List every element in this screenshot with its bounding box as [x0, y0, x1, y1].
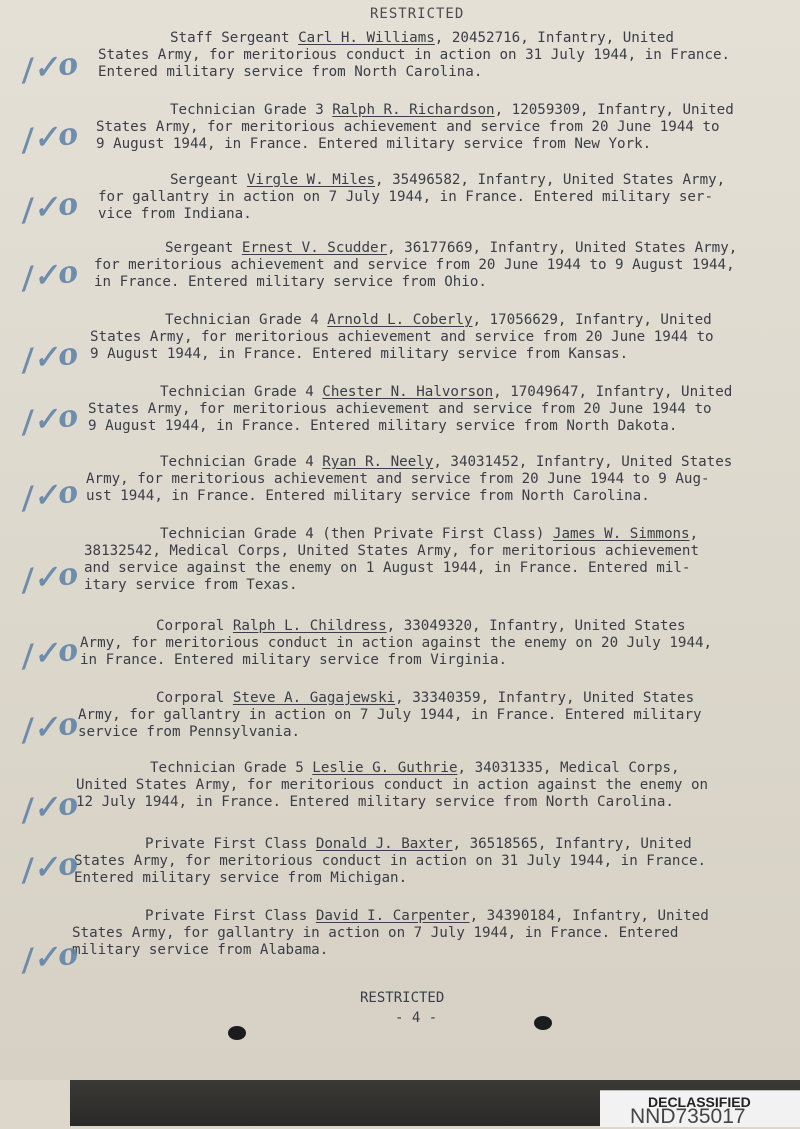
citation-line [90, 346, 628, 362]
citation-text: States Army, for meritorious achievement and service from 20 June 1944 to [96, 119, 720, 135]
citation-text: , 17049647, Infantry, United [493, 384, 733, 400]
citation-line [98, 189, 713, 205]
citation-text: ust 1944, in France. Entered military service from North Carolina. [86, 488, 650, 504]
check-mark-icon: /✓o [19, 556, 81, 599]
citation-text: and service against the enemy on 1 August 1944, in France. Entered mil- [84, 560, 691, 576]
citation-text: for gallantry in action on 7 July 1944, in France. Entered military ser- [98, 189, 713, 205]
citation-line [78, 707, 702, 723]
soldier-name: Carl H. Williams [298, 30, 435, 46]
check-mark-icon: /✓o [19, 116, 81, 159]
citation-line [165, 312, 712, 328]
citation-line [98, 64, 482, 80]
citation-text: , 34390184, Infantry, United [469, 908, 709, 924]
citation-text: , 35496582, Infantry, United States Army, [375, 172, 726, 188]
page-number: - 4 - [395, 1010, 438, 1026]
citation-text: States Army, for meritorious achievement and service from 20 June 1944 to [88, 401, 712, 417]
soldier-name: Leslie G. Guthrie [312, 760, 458, 776]
citation-text: Entered military service from Michigan. [74, 870, 408, 886]
citation-line [156, 690, 694, 706]
citation-text: Technician Grade 5 [150, 760, 313, 776]
soldier-name: David I. Carpenter [315, 908, 470, 924]
soldier-name: Ralph L. Childress [232, 618, 387, 634]
citation-line [72, 925, 678, 941]
citation-line [76, 794, 674, 810]
citation-line [145, 908, 709, 924]
punch-hole-right [534, 1016, 552, 1030]
citation-text: , 36518565, Infantry, United [452, 836, 692, 852]
citation-text: , [689, 526, 699, 542]
check-mark-icon: /✓o [19, 398, 81, 441]
citation-text: , 17056629, Infantry, United [472, 312, 712, 328]
citation-text: Army, for gallantry in action on 7 July 1944, in France. Entered military [78, 707, 702, 723]
citation-text: 9 August 1944, in France. Entered military service from Kansas. [90, 346, 629, 362]
citation-text: service from Pennsylvania. [78, 724, 301, 740]
citation-line [94, 257, 735, 273]
citation-text: Technician Grade 4 (then Private First Class) [160, 526, 553, 542]
citation-line [96, 119, 720, 135]
citation-text: States Army, for meritorious conduct in action on 31 July 1944, in France. [74, 853, 707, 869]
citation-text: for meritorious achievement and service from 20 June 1944 to 9 August 1944, [94, 257, 735, 273]
soldier-name: Virgle W. Miles [246, 172, 375, 188]
citation-text: 9 August 1944, in France. Entered military service from North Dakota. [88, 418, 678, 434]
citation-line [84, 577, 298, 593]
citation-line [98, 206, 252, 222]
citation-line [88, 401, 712, 417]
citation-line [96, 136, 651, 152]
citation-text: Sergeant [170, 172, 247, 188]
citation-text: , 20452716, Infantry, United [434, 30, 674, 46]
citation-line [86, 488, 650, 504]
citation-text: vice from Indiana. [98, 206, 252, 222]
citation-text: itary service from Texas. [84, 577, 298, 593]
citation-text: , 12059309, Infantry, United [494, 102, 734, 118]
citation-line [145, 836, 692, 852]
citation-text: States Army, for meritorious achievement and service from 20 June 1944 to [90, 329, 714, 345]
citation-text: , 34031335, Medical Corps, [457, 760, 680, 776]
citation-line [170, 172, 725, 188]
soldier-name: Arnold L. Coberly [327, 312, 473, 328]
citation-line [80, 652, 507, 668]
punch-hole-left [228, 1026, 246, 1040]
soldier-name: Chester N. Halvorson [322, 384, 494, 400]
citation-line [74, 853, 706, 869]
declassified-label: DECLASSIFIED [648, 1094, 751, 1110]
citation-text: 9 August 1944, in France. Entered military service from New York. [96, 136, 652, 152]
soldier-name: Donald J. Baxter [315, 836, 453, 852]
citation-line [98, 47, 730, 63]
citation-text: Technician Grade 4 [160, 454, 323, 470]
citation-line [72, 942, 328, 958]
check-mark-icon: /✓o [19, 186, 81, 229]
citation-line [94, 274, 487, 290]
citation-line [84, 543, 699, 559]
citation-text: Technician Grade 3 [170, 102, 333, 118]
citation-line [90, 329, 714, 345]
citation-line [76, 777, 708, 793]
citation-text: , 33340359, Infantry, United States [395, 690, 695, 706]
citation-text: , 33049320, Infantry, United States [386, 618, 686, 634]
citation-line [165, 240, 737, 256]
check-mark-icon: /✓o [19, 846, 81, 889]
citation-text: Entered military service from North Carolina. [98, 64, 483, 80]
citation-text: Corporal [156, 690, 233, 706]
citation-line [80, 635, 712, 651]
citation-line [84, 560, 690, 576]
soldier-name: Steve A. Gagajewski [232, 690, 396, 706]
citation-text: States Army, for meritorious conduct in action on 31 July 1944, in France. [98, 47, 731, 63]
citation-text: Private First Class [145, 836, 316, 852]
check-mark-icon: /✓o [19, 336, 81, 379]
declassified-stamp [600, 1090, 800, 1127]
citation-line [170, 30, 674, 46]
citation-text: Army, for meritorious achievement and service from 20 June 1944 to 9 Aug- [86, 471, 710, 487]
citation-line [86, 471, 710, 487]
citation-line [156, 618, 686, 634]
check-mark-icon: /✓o [19, 632, 81, 675]
citation-line [78, 724, 300, 740]
check-mark-icon: /✓o [19, 254, 81, 297]
check-mark-icon: /✓o [19, 46, 81, 89]
citation-text: , 36177669, Infantry, United States Army, [387, 240, 738, 256]
citation-text: military service from Alabama. [72, 942, 329, 958]
citation-text: Army, for meritorious conduct in action against the enemy on 20 July 1944, [80, 635, 713, 651]
citation-line [170, 102, 734, 118]
check-mark-icon: /✓o [19, 936, 81, 979]
citation-text: United States Army, for meritorious conduct in action against the enemy on [76, 777, 709, 793]
check-mark-icon: /✓o [19, 786, 81, 829]
citation-text: in France. Entered military service from Ohio. [94, 274, 487, 290]
citation-text: States Army, for gallantry in action on 7 July 1944, in France. Entered [72, 925, 679, 941]
citation-text: 38132542, Medical Corps, United States Army, for meritorious achievement [84, 543, 699, 559]
declassified-authority: NND735017 [630, 1105, 746, 1128]
citation-line [74, 870, 407, 886]
check-mark-icon: /✓o [19, 706, 81, 749]
soldier-name: Ralph R. Richardson [332, 102, 495, 118]
citation-text: 12 July 1944, in France. Entered military service from North Carolina. [76, 794, 674, 810]
soldier-name: Ernest V. Scudder [241, 240, 388, 256]
check-mark-icon: /✓o [19, 474, 81, 517]
citation-text: Technician Grade 4 [160, 384, 323, 400]
citation-text: Corporal [156, 618, 233, 634]
citation-text: Staff Sergeant [170, 30, 299, 46]
citation-text: Technician Grade 4 [165, 312, 328, 328]
soldier-name: Ryan R. Neely [322, 454, 434, 470]
header-classification: RESTRICTED [370, 6, 465, 22]
citation-text: Private First Class [145, 908, 316, 924]
citation-line [160, 526, 698, 542]
citation-line [160, 384, 732, 400]
citation-text: in France. Entered military service from Virginia. [80, 652, 508, 668]
citation-line [160, 454, 732, 470]
citation-line [88, 418, 677, 434]
footer-classification: RESTRICTED [360, 990, 445, 1006]
soldier-name: James W. Simmons [552, 526, 690, 542]
citation-text: Sergeant [165, 240, 242, 256]
citation-text: , 34031452, Infantry, United States [433, 454, 733, 470]
citation-line [150, 760, 680, 776]
